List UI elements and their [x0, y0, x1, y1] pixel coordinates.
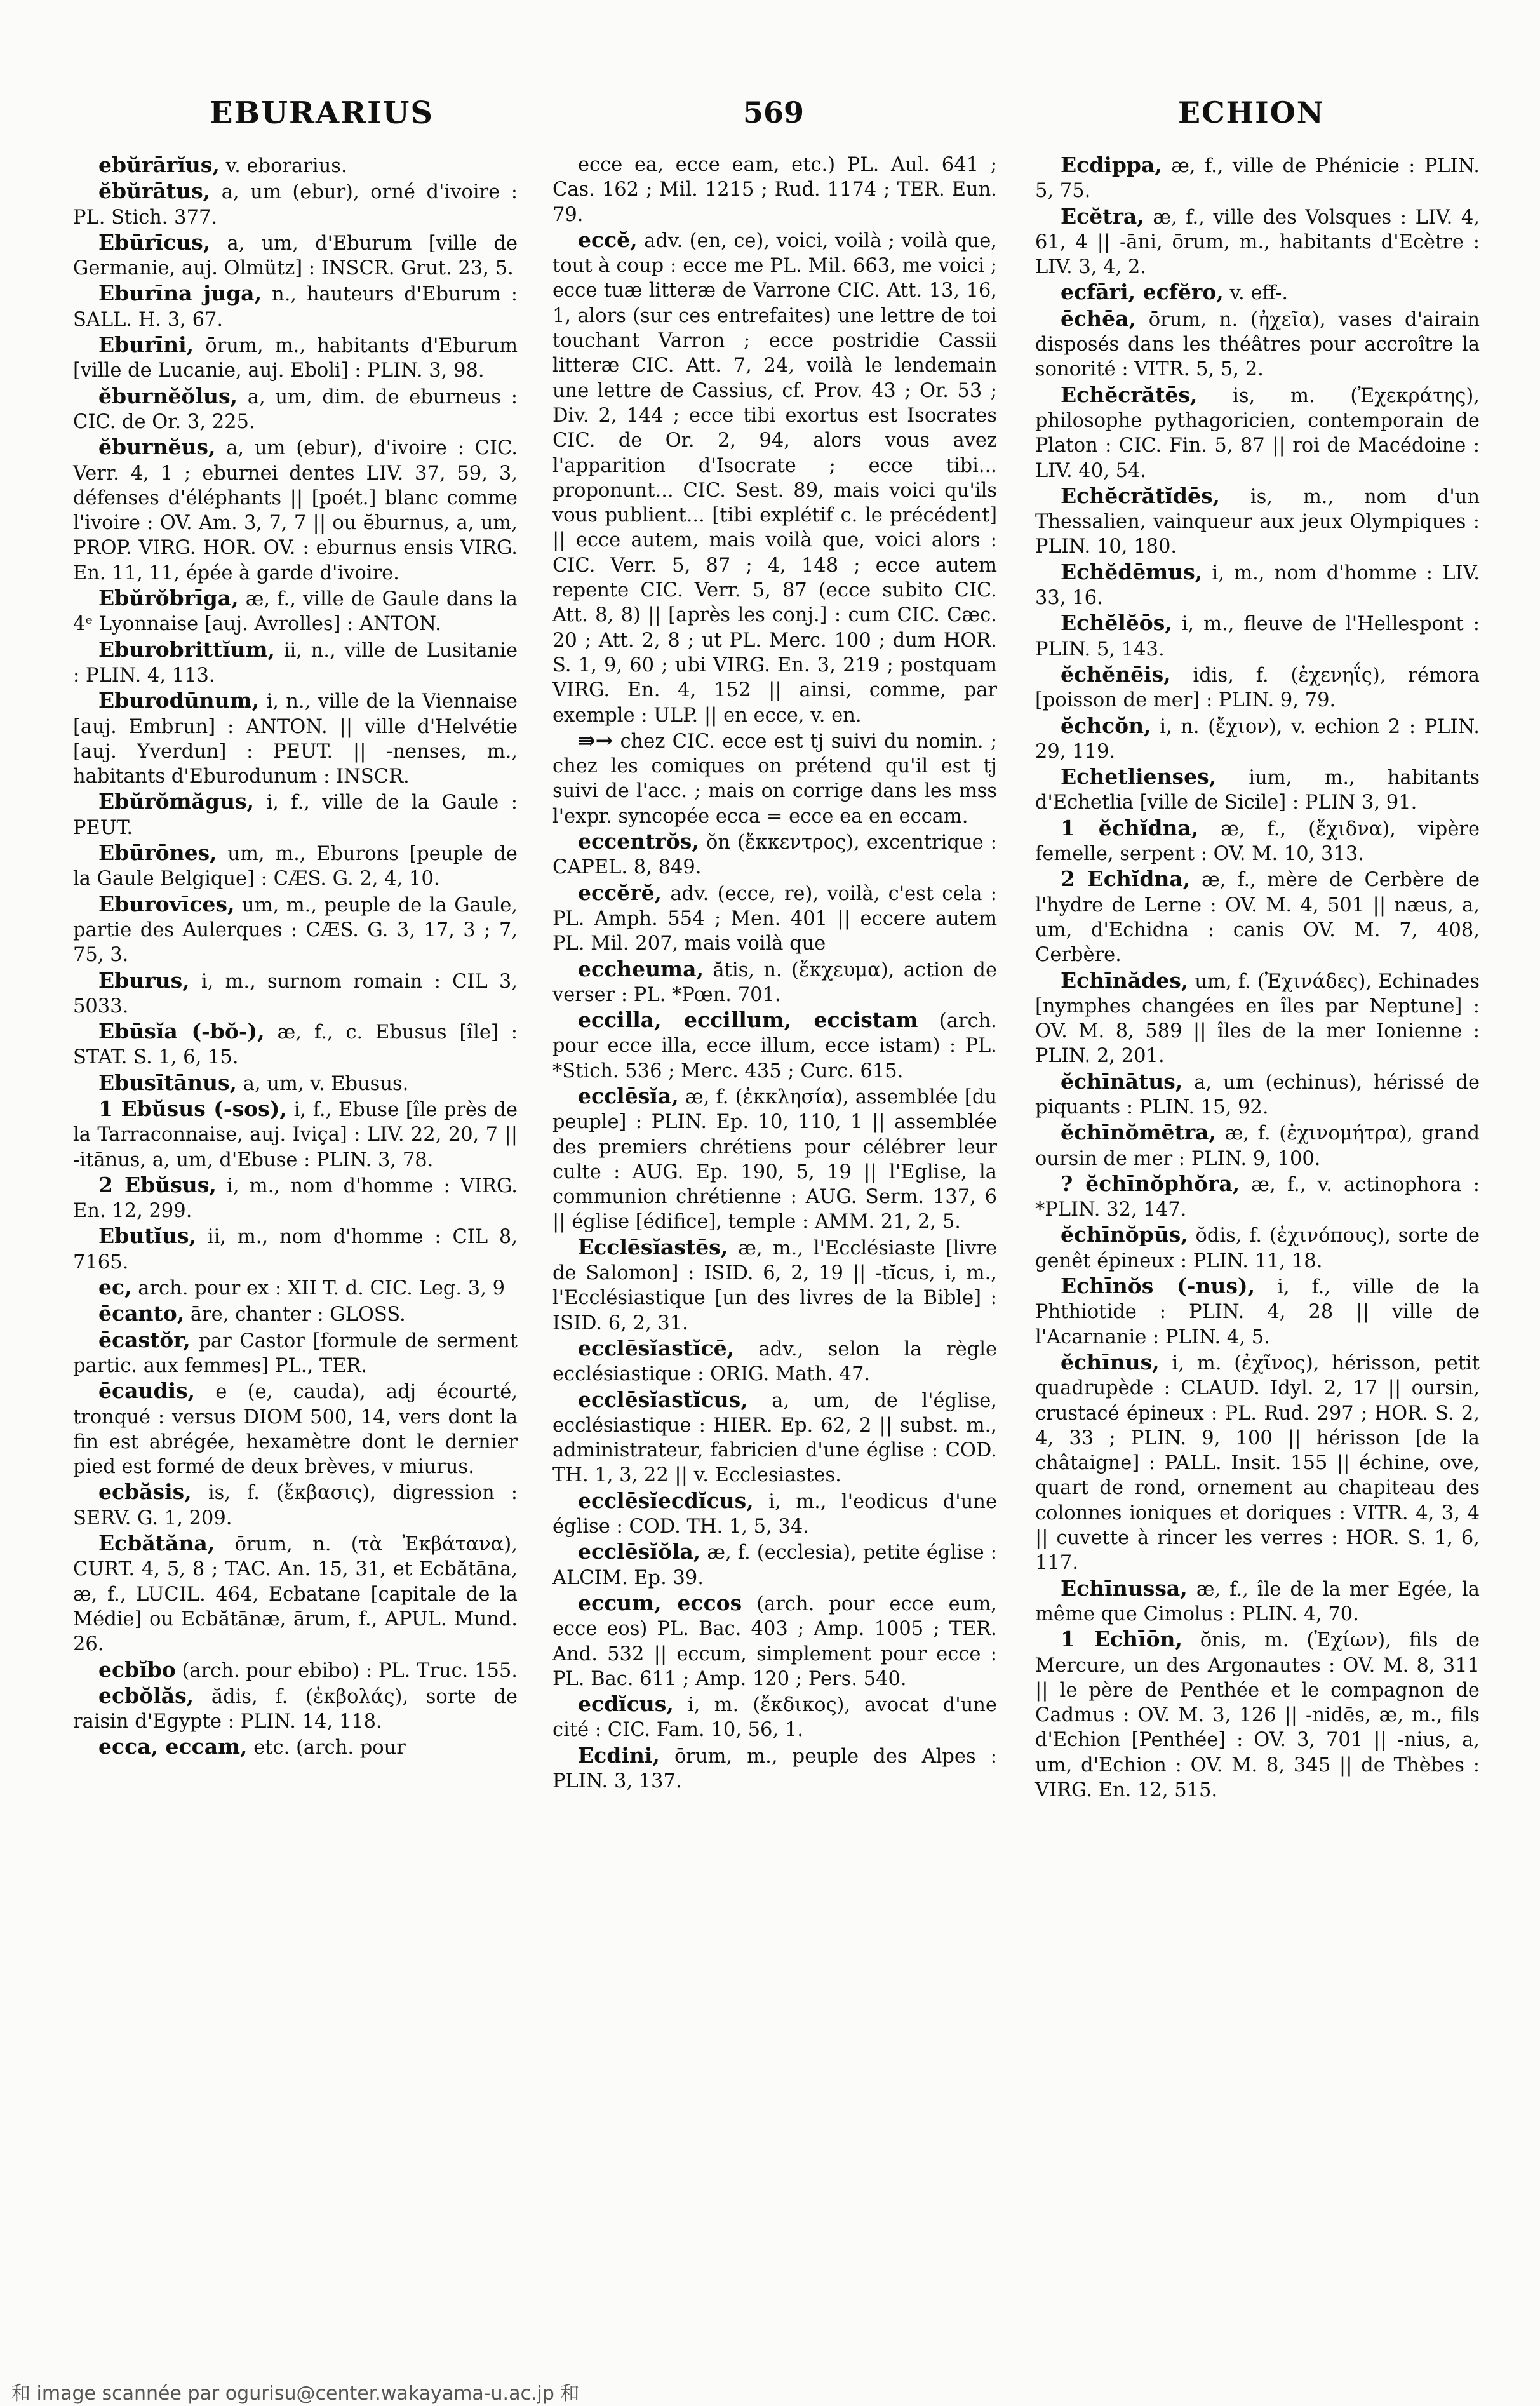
dictionary-entry	[1035, 152, 1480, 204]
entry-definition: ecce ea, ecce eam, etc.) PL. Aul. 641 ; Cas. 162 ; Mil. 1215 ; Rud. 1174 ; TER. Eun. 79.	[552, 154, 997, 226]
entry-headword: ĕchīnŏpūs,	[1061, 1222, 1188, 1247]
dictionary-entry	[1035, 560, 1480, 611]
entry-headword: ĕburnĕŏlus,	[98, 383, 238, 408]
entry-headword: Ebūsĭa (-bŏ-),	[98, 1019, 265, 1044]
entry-headword: Eburīni,	[98, 332, 194, 358]
entry-headword: ĕchĕnēis,	[1061, 661, 1171, 687]
dictionary-entry	[73, 1479, 518, 1531]
entry-definition: æ, f. (ἐκκλησία), assemblée [du peuple] : PLIN. Ep. 10, 110, 1 || assemblée des premiers chrétiens pour célébrer leur culte : AUG. Ep. 190, 5, 19 || l'Eglise, la communion chrétienne : AUG. Serm. 137, 6 || église [édifice], temple : AMM. 21, 2, 5.	[552, 1085, 997, 1233]
entry-definition: adv. (en, ce), voici, voilà ; voilà que, tout à coup : ecce me PL. Mil. 663, me voici ; ecce tuæ litteræ de Varrone CIC. Att. 13, 16, 1, alors (sur ces entrefaites) une lettre de toi touchant Varron ; ecce postridie Cassii litteræ CIC. Att. 7, 24, voilà le lendemain une lettre de Cassius, cf. Prov. 43 ; Or. 53 ; Div. 2, 144 ; ecce tibi exortus est Isocrates CIC. de Or. 2, 94, alors vous avez l'apparition d'Isocrate ; ecce tibi... proponunt... CIC. Sest. 89, mais voici qu'ils vous publient... [tibi explétif c. le précédent] || ecce autem, mais voilà que, voici alors : CIC. Verr. 5, 87 ; 4, 148 ; ecce autem repente CIC. Verr. 5, 87 (ecce subito CIC. Att. 8, 8) || [après les conj.] : cum CIC. Cæc. 20 ; Att. 2, 8 ; ut PL. Merc. 100 ; dum HOR. S. 1, 9, 60 ; ubi VIRG. En. 3, 219 ; postquam VIRG. En. 4, 152 || ainsi, comme, par exemple : ULP. || en ecce, v. en.	[552, 229, 997, 727]
entry-definition: adv. (ecce, re), voilà, c'est cela : PL. Amph. 554 ; Men. 401 || eccere autem PL. Mil. 207, mais voilà que	[552, 882, 997, 955]
entry-definition: is, f. (ἔκβασις), digression : SERV. G. 1, 209.	[73, 1482, 518, 1529]
entry-headword: ēchēa,	[1061, 306, 1136, 331]
dictionary-entry	[73, 384, 518, 435]
entry-headword: Ebūrīcus,	[98, 229, 211, 255]
entry-headword: 2 Ebŭsus,	[98, 1172, 217, 1197]
dictionary-entry	[1035, 382, 1480, 483]
entry-definition: ōrum, m., peuple des Alpes : PLIN. 3, 137.	[552, 1745, 997, 1792]
column-2	[552, 152, 997, 1794]
entry-definition: æ, f., v. actinophora : *PLIN. 32, 147.	[1035, 1173, 1480, 1221]
entry-headword: Ecclēsĭastēs,	[578, 1234, 728, 1260]
dictionary-entry	[73, 1378, 518, 1479]
entry-definition: æ, f., mère de Cerbère de l'hydre de Lerne : OV. M. 4, 501 || næus, a, um, d'Echidna : canis OV. M. 7, 408, Cerbère.	[1035, 869, 1480, 967]
entry-definition: is, m., nom d'un Thessalien, vainqueur aux jeux Olympiques : PLIN. 10, 180.	[1035, 485, 1480, 558]
entry-headword: ēcastŏr,	[98, 1327, 191, 1352]
entry-definition: ŏn (ἔκκεντρος), excentrique : CAPEL. 8, 849.	[552, 831, 997, 879]
entry-headword: ēcanto,	[98, 1301, 185, 1326]
entry-definition: ŏdis, f. (ἐχινόπους), sorte de genêt épineux : PLIN. 11, 18.	[1035, 1225, 1480, 1272]
dictionary-entry	[552, 1539, 997, 1590]
dictionary-entry	[1035, 866, 1480, 967]
entry-definition: adv., selon la règle ecclésiastique : ORIG. Math. 47.	[552, 1338, 998, 1386]
dictionary-entry	[73, 1657, 518, 1683]
entry-headword: ecclēsĭastĭcē,	[578, 1335, 735, 1361]
entry-definition: i, m., surnom romain : CIL 3, 5033.	[73, 970, 518, 1018]
entry-definition: (arch. pour ecce eum, ecce eos) PL. Bac. 403 ; Amp. 1005 ; TER. And. 532 || eccum, simplement pour ecce : PL. Bac. 611 ; Amp. 120 ; Pers. 540.	[552, 1592, 997, 1690]
entry-definition: āre, chanter : GLOSS.	[190, 1303, 406, 1326]
entry-headword: Echīnussa,	[1061, 1575, 1188, 1601]
dictionary-entry	[73, 1734, 518, 1760]
dictionary-entry	[1035, 764, 1480, 816]
dictionary-entry	[552, 829, 997, 880]
entry-headword: 1 Echīōn,	[1061, 1627, 1182, 1652]
entry-definition: a, um, dim. de eburneus : CIC. de Or. 3, 225.	[73, 386, 518, 433]
entry-definition: i, f., ville de la Phthiotide : PLIN. 4, 28 || ville de l'Acarnanie : PLIN. 4, 5.	[1035, 1276, 1480, 1348]
entry-headword: Eburovīces,	[98, 891, 235, 917]
dictionary-entry	[73, 586, 518, 637]
entry-definition: etc. (arch. pour	[253, 1737, 406, 1759]
entry-definition: æ, f. (ἐχινομήτρα), grand oursin de mer : PLIN. 9, 100.	[1035, 1122, 1480, 1170]
dictionary-entry	[73, 892, 518, 968]
dictionary-entry	[73, 1019, 518, 1070]
entry-definition: æ, f., ville de Phénicie : PLIN. 5, 75.	[1035, 155, 1480, 203]
entry-headword: Echīnădes,	[1061, 967, 1189, 993]
entry-headword: Echĕlĕōs,	[1061, 610, 1172, 636]
entry-definition: i, m. (ἐχῖνος), hérisson, petit quadrupède : CLAUD. Idyl. 2, 17 || oursin, crustacé épineux : PL. Rud. 297 ; HOR. S. 2, 4, 33 ; PLIN. 9, 100 || hérisson [de la châtaigne] : PALL. Insit. 155 || échine, ove, quart de rond, ornement au chapiteau des colonnes ioniques et doriques : VITR. 4, 3, 4 || cuvette à rincer les verres : HOR. S. 1, 6, 117.	[1035, 1352, 1480, 1575]
dictionary-entry	[1035, 1222, 1480, 1274]
entry-headword: ēcaudis,	[98, 1378, 196, 1404]
entry-headword: ecdĭcus,	[578, 1691, 674, 1717]
dictionary-entry	[552, 1007, 997, 1084]
entry-definition: par Castor [formule de serment partic. aux femmes] PL., TER.	[73, 1329, 518, 1377]
dictionary-entry	[1035, 968, 1480, 1069]
entry-headword: Ecdippa,	[1061, 152, 1162, 177]
dictionary-entry	[1035, 279, 1480, 306]
entry-definition: a, um, de l'église, ecclésiastique : HIER. Ep. 62, 2 || subst. m., administrateur, fabricien d'une église : COD. TH. 1, 3, 22 || v. Ecclesiastes.	[552, 1389, 997, 1487]
entry-definition: a, um (ebur), orné d'ivoire : PL. Stich. 377.	[73, 181, 518, 229]
dictionary-entry	[73, 1531, 518, 1657]
entry-definition: ōrum, n. (τὰ Ἐκβάτανα), CURT. 4, 5, 8 ; TAC. An. 15, 31, et Ecbătāna, æ, f., LUCIL. 464, Ecbatane [capitale de la Médie] ou Ecbătānæ, ārum, f., APUL. Mund. 26.	[73, 1533, 518, 1656]
entry-headword: eccilla, eccillum, eccistam	[578, 1007, 918, 1033]
entry-definition: ōrum, m., habitants d'Eburum [ville de Lucanie, auj. Eboli] : PLIN. 3, 98.	[73, 335, 518, 382]
dictionary-entry	[552, 1336, 997, 1387]
page-number: 569	[743, 95, 805, 130]
entry-definition: a, um (echinus), hérissé de piquants : PLIN. 15, 92.	[1035, 1071, 1480, 1119]
dictionary-entry	[1035, 1576, 1480, 1627]
dictionary-entry	[73, 152, 518, 178]
dictionary-entry	[73, 178, 518, 230]
dictionary-entry	[1035, 713, 1480, 765]
running-head-right: ECHION	[1178, 95, 1325, 130]
dictionary-entry	[552, 1590, 997, 1691]
entry-headword: Echetlienses,	[1061, 764, 1217, 790]
entry-definition: um, m., peuple de la Gaule, partie des Aulerques : CÆS. G. 3, 17, 3 ; 7, 75, 3.	[73, 894, 518, 967]
entry-headword: Ebŭrŏbrīga,	[98, 586, 239, 611]
entry-headword: ecbŏlăs,	[98, 1683, 194, 1708]
entry-definition: (arch. pour ecce illa, ecce illum, ecce istam) : PL. *Stich. 536 ; Merc. 435 ; Curc. 615.	[552, 1010, 997, 1082]
entry-headword: ? ĕchīnŏphŏra,	[1061, 1171, 1240, 1196]
dictionary-entry	[1035, 610, 1480, 662]
entry-definition: i, m., fleuve de l'Hellespont : PLIN. 5, 143.	[1035, 613, 1480, 661]
dictionary-entry	[1035, 483, 1480, 560]
entry-definition: i, f., Ebuse [île près de la Tarraconnaise, auj. Iviça] : LIV. 22, 20, 7 || -itānus, a, um, d'Ebuse : PLIN. 3, 78.	[73, 1098, 518, 1171]
entry-headword: ecclēsĭastĭcus,	[578, 1387, 748, 1412]
entry-definition: idis, f. (ἐχενηΐς), rémora [poisson de mer] : PLIN. 9, 79.	[1035, 664, 1480, 712]
dictionary-entry	[73, 434, 518, 586]
entry-headword: eccum, eccos	[578, 1590, 742, 1615]
entry-headword: ĕchīnŏmētra,	[1061, 1120, 1217, 1145]
dictionary-entry	[1035, 816, 1480, 867]
entry-headword: ecbĭbo	[98, 1657, 176, 1682]
dictionary-entry	[73, 789, 518, 840]
scan-credit: 和 image scannée par ogurisu@center.wakayama-u.ac.jp 和	[11, 2382, 580, 2405]
dictionary-entry	[1035, 204, 1480, 280]
entry-headword: Ebusītānus,	[98, 1070, 238, 1095]
entry-definition: æ, f., ville des Volsques : LIV. 4, 61, 4 || -āni, ōrum, m., habitants d'Ecètre : LIV. 3, 4, 2.	[1035, 206, 1480, 279]
dictionary-entry	[73, 1070, 518, 1096]
entry-headword: eccĕ,	[578, 227, 638, 252]
entry-headword: Ebūrōnes,	[98, 840, 217, 866]
entry-headword: ecclēsĭŏla,	[578, 1539, 701, 1564]
entry-definition: i, m., nom d'homme : VIRG. En. 12, 299.	[73, 1174, 518, 1223]
entry-headword: ecclēsĭecdĭcus,	[578, 1488, 754, 1513]
entry-definition: æ, m., l'Ecclésiaste [livre de Salomon] : ISID. 6, 2, 19 || -tĭcus, i, m., l'Ecclésiastique [un des livres de la Bible] : ISID. 6, 2, 31.	[552, 1237, 997, 1334]
entry-definition: i, n. (ἔχιον), v. echion 2 : PLIN. 29, 119.	[1035, 715, 1480, 763]
entry-definition: ădis, f. (ἐκβολάς), sorte de raisin d'Egypte : PLIN. 14, 118.	[73, 1685, 518, 1733]
entry-headword: Ecdini,	[578, 1742, 660, 1768]
dictionary-entry	[552, 1235, 997, 1336]
entry-headword: Echīnŏs (-nus),	[1061, 1274, 1255, 1299]
dictionary-entry	[552, 152, 997, 227]
dictionary-entry	[73, 1301, 518, 1327]
dictionary-entry	[73, 1096, 518, 1173]
dictionary-entry	[552, 957, 997, 1008]
dictionary-entry	[1035, 1350, 1480, 1576]
entry-definition: a, um (ebur), d'ivoire : CIC. Verr. 4, 1 ; eburnei dentes LIV. 37, 59, 3, défenses d'éléphants || [poét.] blanc comme l'ivoire : OV. Am. 3, 7, 7 || ou ĕburnus, a, um, PROP. VIRG. HOR. OV. : eburnus ensis VIRG. En. 11, 11, épée à garde d'ivoire.	[73, 437, 518, 584]
entry-headword: Ecbătăna,	[98, 1531, 215, 1556]
dictionary-entry	[1035, 1627, 1480, 1803]
dictionary-entry	[1035, 1274, 1480, 1350]
entry-definition: ŏnis, m. (Ἐχίων), fils de Mercure, un des Argonautes : OV. M. 8, 311 || le père de Penthée et le compagnon de Cadmus : OV. M. 3, 126 || -nidēs, æ, m., fils d'Echion [Penthée] : OV. 3, 701 || -nius, a, um, d'Echion : OV. M. 8, 345 || de Thèbes : VIRG. En. 12, 515.	[1035, 1629, 1480, 1801]
entry-definition: æ, f., c. Ebusus [île] : STAT. S. 1, 6, 15.	[73, 1021, 518, 1069]
entry-definition: arch. pour ex : XII T. d. CIC. Leg. 3, 9	[138, 1277, 505, 1300]
entry-definition: ătis, n. (ἔκχευμα), action de verser : PL. *Pœn. 701.	[552, 958, 997, 1006]
dictionary-entry	[1035, 662, 1480, 713]
dictionary-entry	[1035, 1120, 1480, 1171]
entry-headword: Echĕdēmus,	[1061, 559, 1203, 584]
entry-headword: ecclēsĭa,	[578, 1083, 679, 1108]
entry-definition: ii, n., ville de Lusitanie : PLIN. 4, 113.	[73, 639, 518, 687]
entry-headword: ebŭrārĭus,	[98, 152, 220, 177]
entry-headword: Ebŭrŏmăgus,	[98, 789, 255, 814]
entry-definition: um, m., Eburons [peuple de la Gaule Belgique] : CÆS. G. 2, 4, 10.	[73, 843, 518, 890]
entry-definition: n., hauteurs d'Eburum : SALL. H. 3, 67.	[73, 283, 518, 331]
entry-definition: æ, f. (ecclesia), petite église : ALCIM. Ep. 39.	[552, 1542, 997, 1589]
dictionary-entry	[552, 1084, 997, 1235]
dictionary-entry	[73, 1683, 518, 1735]
dictionary-entry	[552, 227, 997, 728]
column-3	[1035, 152, 1480, 1803]
entry-definition: æ, f., île de la mer Egée, la même que Cimolus : PLIN. 4, 70.	[1035, 1578, 1480, 1625]
entry-headword: ecfāri, ecfĕro,	[1061, 279, 1224, 305]
entry-headword: 1 Ebŭsus (-sos),	[98, 1096, 287, 1121]
dictionary-entry	[552, 1387, 997, 1488]
entry-headword: eccheuma,	[578, 956, 704, 981]
entry-headword: ecca, eccam,	[98, 1734, 248, 1759]
dictionary-entry	[1035, 1069, 1480, 1120]
dictionary-entry	[552, 880, 997, 957]
entry-definition: ōrum, n. (ἠχεῖα), vases d'airain disposés dans les théâtres pour accroître la sonorité : VITR. 5, 5, 2.	[1035, 308, 1480, 381]
dictionary-entry	[73, 1275, 518, 1301]
column-1	[73, 152, 518, 1761]
entry-headword: Eburīna juga,	[98, 281, 262, 306]
dictionary-entry	[73, 840, 518, 892]
entry-definition: chez CIC. ecce est tj suivi du nomin. ; chez les comiques on prétend qu'il est tj suivi de l'acc. ; mais on corrige dans les mss l'expr. syncopée ecca = ecce ea en eccam.	[552, 730, 997, 828]
entry-definition: ium, m., habitants d'Echetlia [ville de Sicile] : PLIN 3, 91.	[1035, 767, 1480, 814]
entry-definition: a, um, v. Ebusus.	[243, 1072, 409, 1095]
dictionary-entry	[73, 968, 518, 1019]
entry-definition: v. eborarius.	[225, 155, 347, 177]
entry-headword: Echĕcrătĭdēs,	[1061, 483, 1221, 508]
entry-definition: i, f., ville de la Gaule : PEUT.	[73, 791, 518, 839]
dictionary-entry	[552, 1488, 997, 1540]
entry-headword: Ebutĭus,	[98, 1223, 197, 1249]
entry-definition: i, m. (ἔκδικος), avocat d'une cité : CIC. Fam. 10, 56, 1.	[552, 1694, 997, 1742]
dictionary-entry	[73, 281, 518, 332]
entry-headword: eccĕrĕ,	[578, 880, 662, 905]
entry-definition: i, m., nom d'homme : LIV. 33, 16.	[1035, 561, 1480, 610]
entry-headword: 1 ĕchĭdna,	[1061, 815, 1199, 840]
entry-headword: ĕchcŏn,	[1061, 713, 1151, 738]
entry-headword: eccentrŏs,	[578, 829, 699, 854]
entry-headword: 2 Echĭdna,	[1061, 866, 1191, 892]
entry-headword: Eburobrittĭum,	[98, 636, 276, 662]
dictionary-entry	[73, 332, 518, 384]
entry-headword: Echĕcrătēs,	[1061, 382, 1198, 407]
running-head-left: EBURARIUS	[210, 95, 434, 131]
page-header	[0, 95, 1540, 146]
entry-headword: ĕchīnus,	[1061, 1349, 1160, 1374]
entry-definition: i, m., l'eodicus d'une église : COD. TH. 1, 5, 34.	[552, 1490, 997, 1538]
dictionary-entry	[552, 1691, 997, 1743]
entry-definition: a, um, d'Eburum [ville de Germanie, auj. Olmütz] : INSCR. Grut. 23, 5.	[73, 232, 518, 280]
entry-headword: Ecĕtra,	[1061, 203, 1144, 229]
dictionary-entry	[73, 1327, 518, 1379]
entry-headword: ĕbŭrātus,	[98, 178, 211, 204]
entry-definition: um, f. (Ἐχινάδες), Echinades [nymphes changées en îles par Neptune] : OV. M. 8, 589 || îles de la mer Ionienne : PLIN. 2, 201.	[1035, 970, 1480, 1068]
dictionary-entry	[73, 637, 518, 689]
entry-headword: Eburodūnum,	[98, 688, 260, 713]
entry-definition: e (e, cauda), adj écourté, tronqué : versus DIOM 500, 14, vers dont la fin est abrégée, hexamètre dont le dernier pied est formé de deux brèves, v miurus.	[73, 1381, 518, 1479]
entry-definition: æ, f., ville de Gaule dans la 4ᵉ Lyonnaise [auj. Avrolles] : ANTON.	[73, 588, 518, 636]
dictionary-entry	[73, 688, 518, 789]
entry-definition: (arch. pour ebibo) : PL. Truc. 155.	[182, 1659, 518, 1682]
entry-definition: æ, f., (ἔχιδνα), vipère femelle, serpent : OV. M. 10, 313.	[1035, 817, 1480, 866]
dictionary-entry	[1035, 1171, 1480, 1223]
entry-headword: ec,	[98, 1275, 132, 1300]
dictionary-entry	[552, 1743, 997, 1794]
dictionary-entry	[552, 728, 997, 829]
entry-definition: i, n., ville de la Viennaise [auj. Embrun] : ANTON. || ville d'Helvétie [auj. Yverdun] : PEUT. || -nenses, m., habitants d'Eburodunum : INSCR.	[73, 690, 518, 788]
entry-headword: ecbăsis,	[98, 1479, 192, 1505]
dictionary-entry	[73, 1173, 518, 1224]
dictionary-entry	[1035, 306, 1480, 382]
entry-headword: ĕburnĕus,	[98, 434, 216, 460]
dictionary-entry	[73, 230, 518, 281]
entry-definition: is, m. (Ἐχεκράτης), philosophe pythagoricien, contemporain de Platon : CIC. Fin. 5, 87 || roi de Macédoine : LIV. 40, 54.	[1035, 384, 1480, 482]
entry-definition: v. eff-.	[1229, 282, 1289, 305]
entry-definition: ii, m., nom d'homme : CIL 8, 7165.	[73, 1226, 518, 1274]
dictionary-entry	[73, 1223, 518, 1275]
entry-headword: ⇛→	[578, 727, 613, 753]
entry-headword: ĕchīnātus,	[1061, 1068, 1183, 1094]
entry-headword: Eburus,	[98, 967, 190, 993]
